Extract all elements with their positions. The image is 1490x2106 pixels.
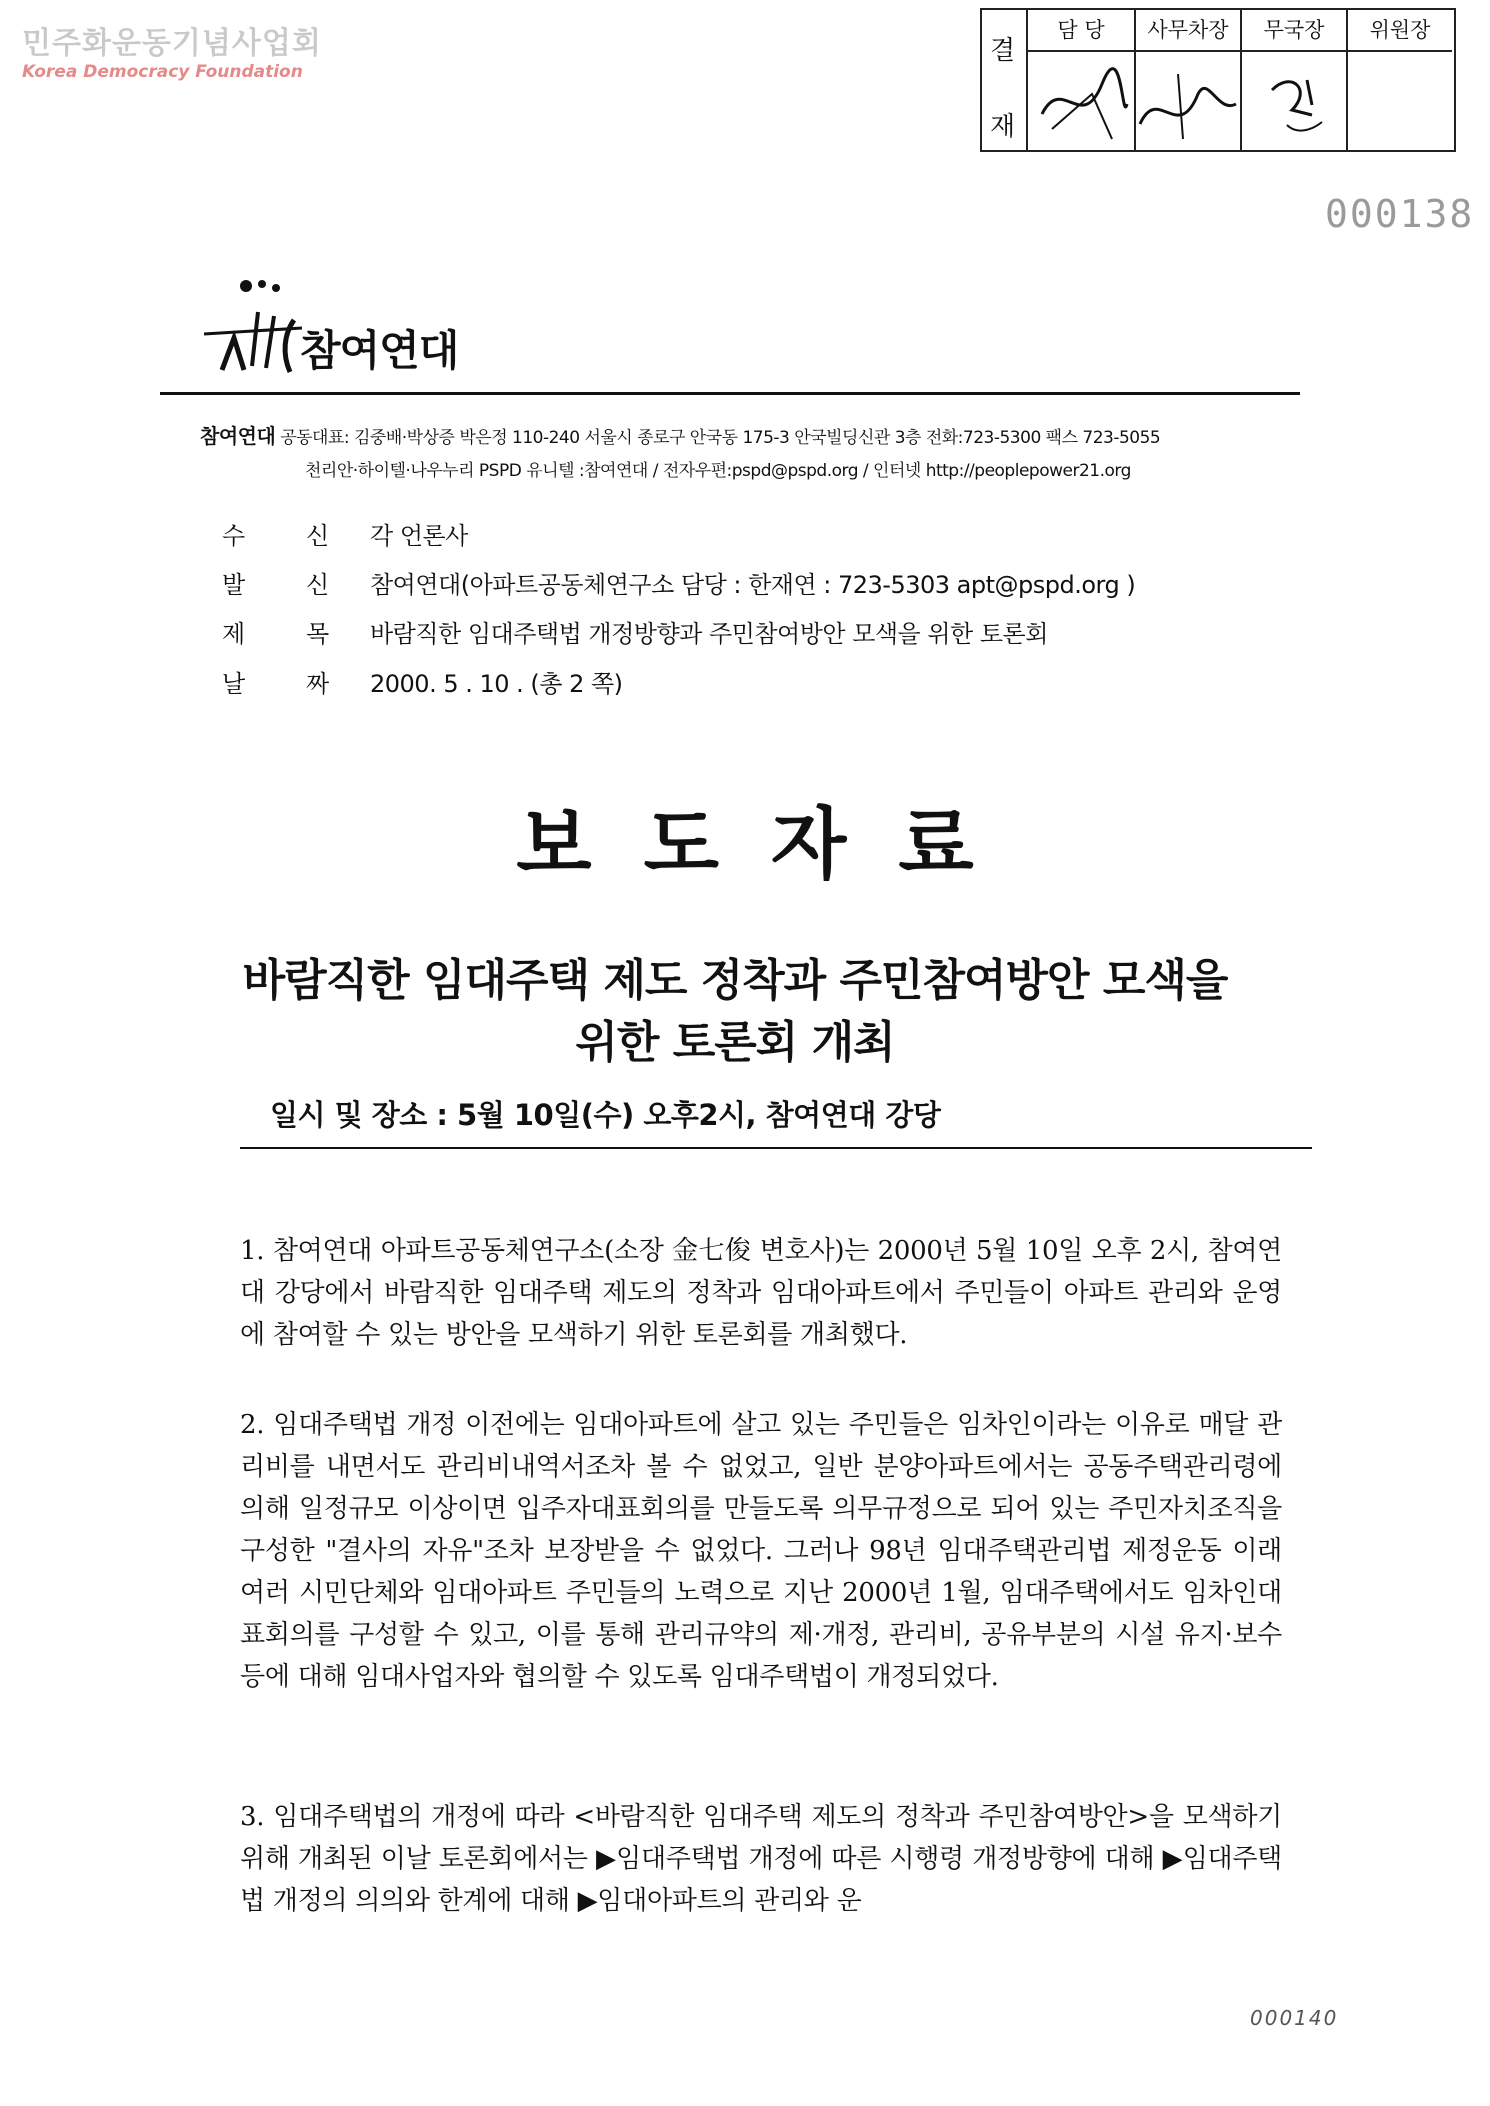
approval-side-top: 결 <box>990 36 1016 66</box>
watermark-english: Korea Democracy Foundation <box>22 62 303 82</box>
body-paragraph-3: 3. 임대주택법의 개정에 따라 <바람직한 임대주택 제도의 정착과 주민참여방안>을 모색하기 위해 개최된 이날 토론회에서는 ▶임대주택법 개정에 따른 시행령 개정방향에 대해 ▶임대주택법 개정의 의의와 한계에 대해 ▶임대아파트의 관리와 운 <box>240 1802 1282 1916</box>
letterhead-divider <box>160 392 1300 395</box>
field-label-b: 목 <box>306 620 330 648</box>
approval-col-label: 담 당 <box>1028 10 1134 52</box>
signature-mark <box>1252 60 1336 140</box>
org-logo-text: 참여연대 <box>300 326 459 375</box>
field-label-b: 신 <box>306 522 330 550</box>
schedule-line: 일시 및 장소 : 5월 10일(수) 오후2시, 참여연대 강당 <box>270 1098 941 1132</box>
body-paragraph-2: 2. 임대주택법 개정 이전에는 임대아파트에 살고 있는 주민들은 임차인이라는 이유로 매달 관리비를 내면서도 관리비내역서조차 볼 수 없었고, 일반 분양아파트에서는 공동주택관리령에 의해 일정규모 이상이면 입주자대표회의를 만들도록 의무규정으로 되어 있는 주민자치조직을 구성한 "결사의 자유"조차 보장받을 수 없었다. 그러나 98년 임대주택관리법 제정운동 이래 여러 시민단체와 임대아파트 주민들의 노력으로 지난 2000년 1월, 임대주택에서도 임차인대표회의를 구성할 수 있고, 이를 통해 관리규약의 제·개정, 관리비, 공유부분의 시설 유지·보수 등에 대해 임대사업자와 협의할 수 있도록 임대주택법이 개정되었다. <box>240 1410 1282 1692</box>
letterhead-info-text: 공동대표: 김중배·박상증 박은정 110-240 서울시 종로구 안국동 175-3 안국빌딩신관 3층 전화:723-5300 팩스 723-5055 <box>280 428 1161 448</box>
page-footer-mark: 000140 <box>1250 2006 1339 2030</box>
document-number-stamp: 000138 <box>1325 192 1475 236</box>
signature-mark <box>1032 54 1130 146</box>
letterhead-info-line1 <box>200 420 1160 449</box>
approval-box <box>980 8 1456 152</box>
approval-col-1 <box>1028 10 1136 150</box>
field-label-a: 발 <box>222 571 246 599</box>
field-label-b: 짜 <box>306 670 330 698</box>
document-title: 보도자료 <box>516 800 1026 890</box>
field-label-a: 제 <box>222 620 246 648</box>
field-label-a: 수 <box>222 522 246 550</box>
approval-side-bottom: 재 <box>990 112 1016 142</box>
body-paragraph-1: 1. 참여연대 아파트공동체연구소(소장 金七俊 변호사)는 2000년 5월 10일 오후 2시, 참여연대 강당에서 바람직한 임대주택 제도의 정착과 임대아파트에서 주민들이 아파트 관리와 운영에 참여할 수 있는 방안을 모색하기 위한 토론회를 개최했다. <box>240 1236 1282 1350</box>
field-value: 참여연대(아파트공동체연구소 담당 : 한재연 : 723-5303 apt@pspd.org ) <box>370 571 1136 599</box>
approval-col-2 <box>1136 10 1242 150</box>
field-value: 각 언론사 <box>370 522 468 550</box>
approval-col-label: 사무차장 <box>1136 10 1240 52</box>
field-label-a: 날 <box>222 670 246 698</box>
approval-col-label: 무국장 <box>1242 10 1346 52</box>
headline-line1: 바람직한 임대주택 제도 정착과 주민참여방안 모색을 <box>242 955 1228 1006</box>
watermark-korean: 민주화운동기념사업회 <box>22 26 322 61</box>
letterhead-info-label: 참여연대 <box>200 424 276 448</box>
approval-col-4 <box>1348 10 1452 150</box>
letterhead-info-line2: 천리안·하이텔·나우누리 PSPD 유니텔 :참여연대 / 전자우편:pspd@pspd.org / 인터넷 http://peoplepower21.org <box>305 461 1131 481</box>
headline-line2: 위한 토론회 개최 <box>575 1017 895 1068</box>
signature-mark <box>1138 54 1238 146</box>
approval-side-cell <box>982 10 1028 150</box>
schedule-divider <box>240 1147 1312 1149</box>
field-label-b: 신 <box>306 571 330 599</box>
pspd-logo-icon <box>198 272 308 376</box>
approval-col-3 <box>1242 10 1348 150</box>
field-value: 2000. 5 . 10 . (총 2 쪽) <box>370 670 623 698</box>
approval-col-label: 위원장 <box>1348 10 1452 52</box>
field-value: 바람직한 임대주택법 개정방향과 주민참여방안 모색을 위한 토론회 <box>370 620 1048 648</box>
